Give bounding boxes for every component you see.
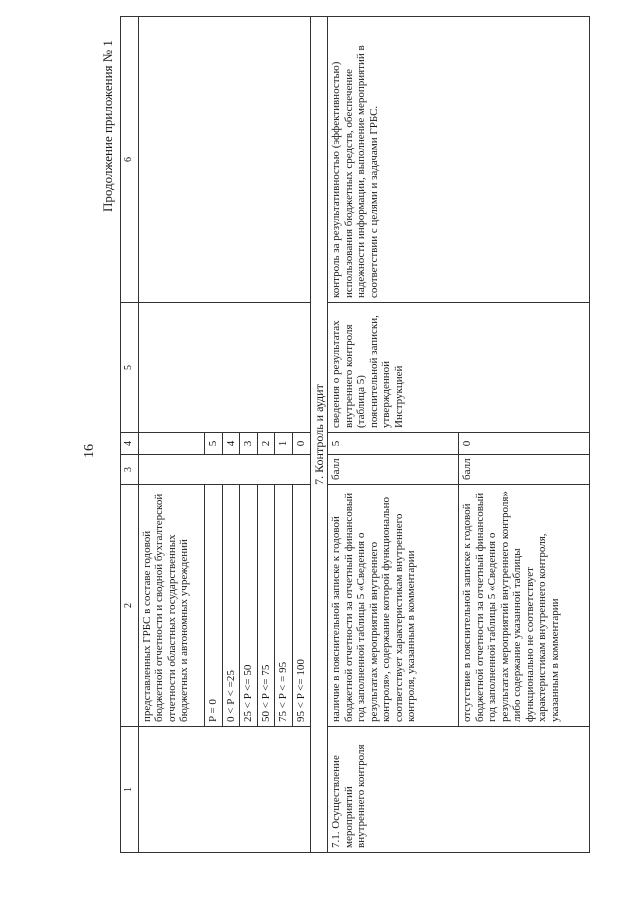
indicator-name-cell xyxy=(138,727,310,853)
scale-range: 25 < P <= 50 xyxy=(240,485,258,727)
table-row xyxy=(138,17,204,853)
scale-range: P = 0 xyxy=(205,485,223,727)
column-number: 5 xyxy=(121,303,139,433)
scale-range: 0 < P < =25 xyxy=(222,485,240,727)
score-cell: 0 xyxy=(459,433,590,455)
column-number: 4 xyxy=(121,433,139,455)
scale-score: 1 xyxy=(275,433,293,455)
table-row xyxy=(328,17,459,853)
criterion-cell: представленных ГРБС в составе годовой бюджетной отчетности и сводной бухгалтерской отчетности областных государственных бюджетных и автономных учреждений xyxy=(138,485,204,727)
source-cell xyxy=(138,303,310,433)
section-row xyxy=(310,17,328,853)
unit-cell: балл xyxy=(459,455,590,485)
score-cell xyxy=(138,433,204,455)
column-number: 6 xyxy=(121,17,139,303)
scale-score: 2 xyxy=(257,433,275,455)
scale-score: 5 xyxy=(205,433,223,455)
unit-cell: балл xyxy=(328,455,459,485)
scale-range: 95 < P <= 100 xyxy=(293,485,311,727)
criterion-cell: наличие в пояснительной записке к годовой бюджетной отчетности за отчетный финансовый год заполненной таблицы 5 «Сведения о результатах мероприятий внутреннего контроля», содержание которой функционально соответствует характеристикам внутреннего контроля, указанным в комментарии xyxy=(328,485,459,727)
indicator-name: 7.1. Осуществление мероприятий внутреннего контроля xyxy=(328,727,590,853)
column-number: 3 xyxy=(121,455,139,485)
score-cell: 5 xyxy=(328,433,459,455)
section-title: 7. Контроль и аудит xyxy=(310,17,328,853)
column-number-row xyxy=(121,17,139,853)
column-number: 2 xyxy=(121,485,139,727)
appendix-continuation-note: Продолжение приложения № 1 xyxy=(100,40,115,212)
scale-range: 75 < P < = 95 xyxy=(275,485,293,727)
scale-score: 3 xyxy=(240,433,258,455)
source-cell: сведения о результатах внутреннего контроля (таблица 5) пояснительной записки, утвержденной Инструкцией xyxy=(328,303,590,433)
comment-cell: контроль за результативностью (эффективностью) использования бюджетных средств, обеспечение надежности информации, выполнение мероприятий в соответствии с целями и задачами ГРБС. xyxy=(328,17,590,303)
criterion-cell: отсутствие в пояснительной записке к годовой бюджетной отчетности за отчетный финансовый год заполненной таблицы 5 «Сведения о результатах мероприятий внутреннего контроля» либо содержание указанной таблицы функционально не соответствует характеристикам внутреннего контроля, указанным в комментарии xyxy=(459,485,590,727)
scale-range: 50 < P <= 75 xyxy=(257,485,275,727)
indicator-table xyxy=(120,16,590,853)
scale-score: 0 xyxy=(293,433,311,455)
scale-score: 4 xyxy=(222,433,240,455)
indicator-table-wrapper xyxy=(120,17,590,853)
column-number: 1 xyxy=(121,727,139,853)
page-number: 16 xyxy=(82,444,97,458)
unit-cell xyxy=(138,455,310,485)
comment-cell xyxy=(138,17,310,303)
